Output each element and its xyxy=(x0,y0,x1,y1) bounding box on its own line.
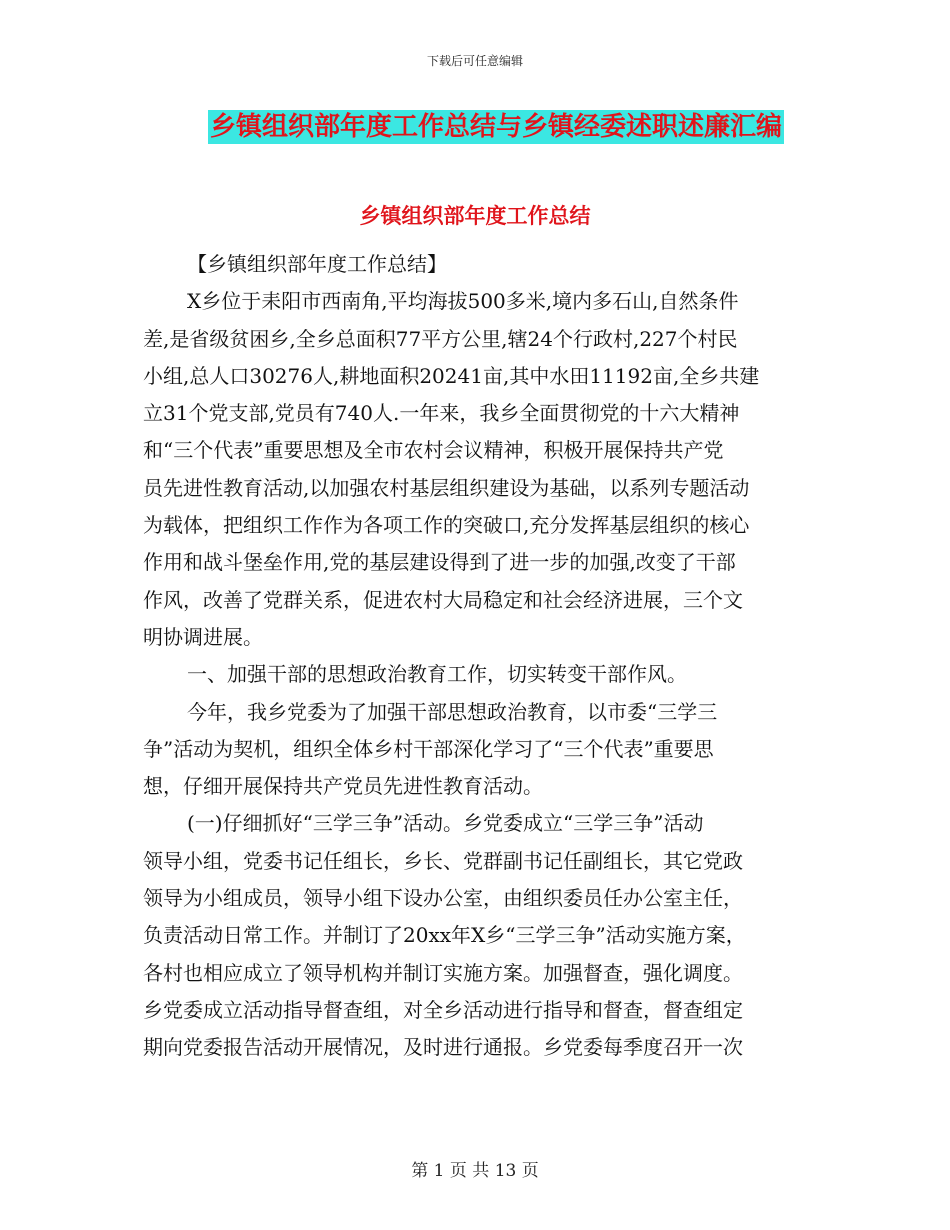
paragraph-line: 差,是省级贫困乡,全乡总面积77平方公里,辖24个行政村,227个村民 xyxy=(143,326,738,351)
paragraph-line: 期向党委报告活动开展情况，及时进行通报。乡党委每季度召开一次 xyxy=(143,1035,743,1060)
paragraph-line: X乡位于耒阳市西南角,平均海拔500多米,境内多石山,自然条件 xyxy=(187,289,739,314)
header-note: 下载后可任意编辑 xyxy=(426,54,523,68)
paragraph-line: 领导为小组成员，领导小组下设办公室，由组织委员任办公室主任， xyxy=(143,886,743,911)
paragraph-line: 想，仔细开展保持共产党员先进性教育活动。 xyxy=(143,774,543,799)
paragraph-line: 【乡镇组织部年度工作总结】 xyxy=(187,252,447,276)
page-footer: 第 1 页 共 13 页 xyxy=(411,1161,539,1181)
paragraph-line: (一)仔细抓好“三学三争”活动。乡党委成立“三学三争”活动 xyxy=(187,811,704,836)
paragraph-line: 负责活动日常工作。并制订了20xx年X乡“三学三争”活动实施方案， xyxy=(143,923,746,948)
paragraph-line: 各村也相应成立了领导机构并制订实施方案。加强督查，强化调度。 xyxy=(143,960,743,985)
paragraph-line: 一、加强干部的思想政治教育工作，切实转变干部作风。 xyxy=(187,662,687,687)
paragraph-line: 领导小组，党委书记任组长，乡长、党群副书记任副组长，其它党政 xyxy=(143,848,743,873)
paragraph-line: 立31个党支部,党员有740人.一年来，我乡全面贯彻党的十六大精神 xyxy=(143,401,740,426)
document-title: 乡镇组织部年度工作总结与乡镇经委述职述廉汇编 xyxy=(210,112,783,142)
paragraph-line: 和“三个代表”重要思想及全市农村会议精神，积极开展保持共产党 xyxy=(143,438,724,463)
paragraph-line: 员先进性教育活动,以加强农村基层组织建设为基础，以系列专题活动 xyxy=(143,475,750,500)
section-title: 乡镇组织部年度工作总结 xyxy=(359,204,591,228)
paragraph-line: 明协调进展。 xyxy=(143,624,263,649)
document-body xyxy=(143,246,813,1067)
paragraph-line: 争”活动为契机，组织全体乡村干部深化学习了“三个代表”重要思 xyxy=(143,736,714,761)
paragraph-line: 为载体，把组织工作作为各项工作的突破口,充分发挥基层组织的核心 xyxy=(143,513,750,538)
paragraph-line: 乡党委成立活动指导督查组，对全乡活动进行指导和督查，督查组定 xyxy=(143,997,743,1022)
paragraph-line: 作用和战斗堡垒作用,党的基层建设得到了进一步的加强,改变了干部 xyxy=(143,550,736,575)
paragraph-line: 作风，改善了党群关系，促进农村大局稳定和社会经济进展，三个文 xyxy=(143,587,743,612)
paragraph-line: 今年，我乡党委为了加强干部思想政治教育，以市委“三学三 xyxy=(187,699,718,724)
paragraph-line: 小组,总人口30276人,耕地面积20241亩,其中水田11192亩,全乡共建 xyxy=(143,363,760,388)
